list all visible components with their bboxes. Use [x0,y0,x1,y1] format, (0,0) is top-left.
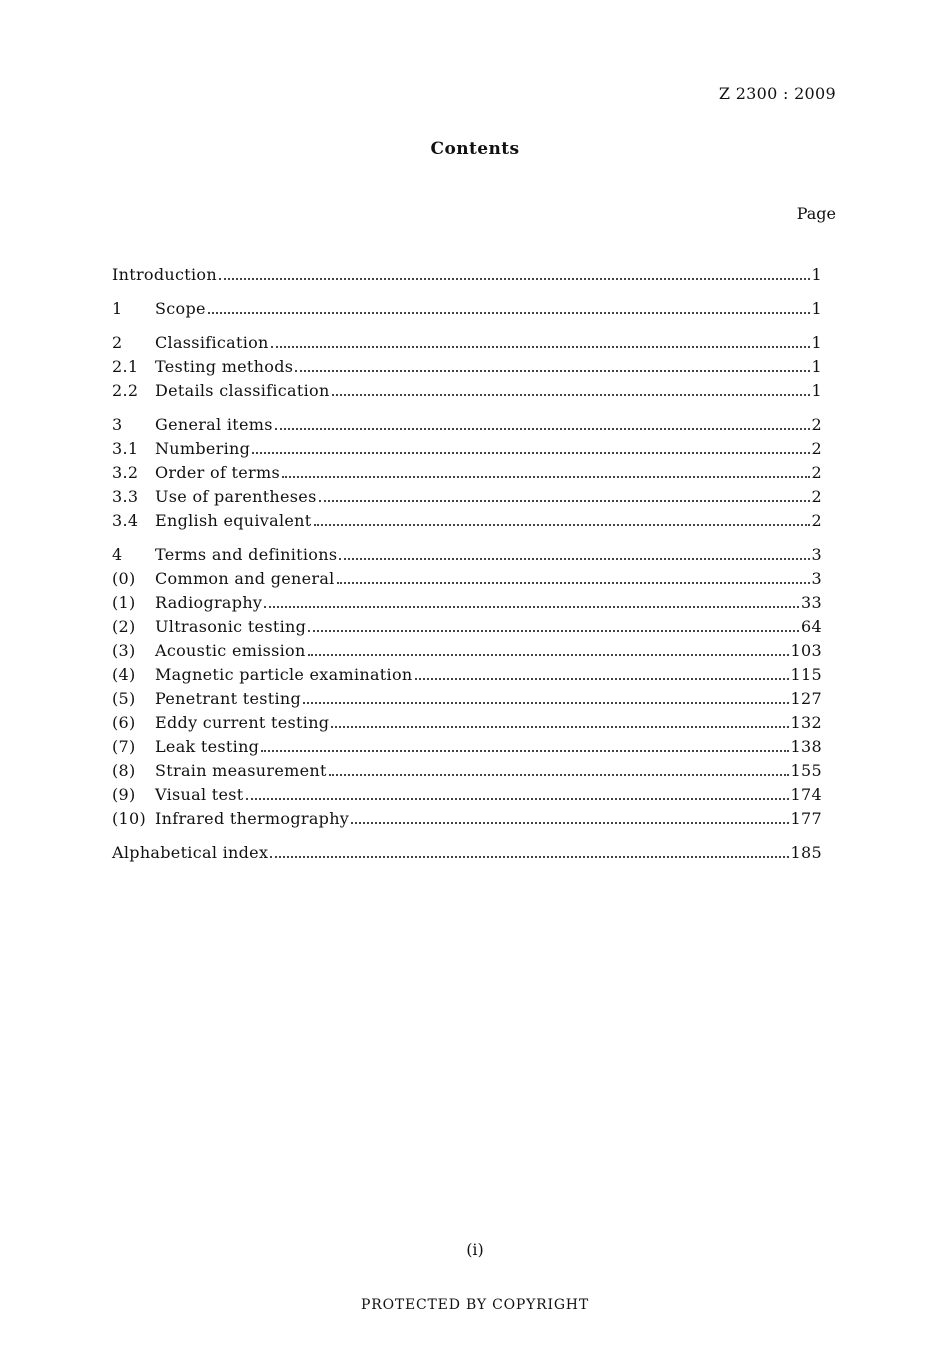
toc-entry[interactable] [112,689,822,713]
dot-leader [339,558,809,560]
toc-entry-label: Order of terms [155,463,280,482]
toc-entry-number: (8) [112,761,136,780]
toc-entry-page: 174 [790,785,822,804]
toc-entry-label: Alphabetical index [112,843,269,862]
toc-entry-page: 33 [801,593,822,612]
toc-entry-number: (6) [112,713,136,732]
toc-entry-number: (0) [112,569,136,588]
toc-entry-label: Testing methods [155,357,294,376]
toc-entry-number: 3.2 [112,463,139,482]
toc-entry[interactable] [112,737,822,761]
toc-entry-number: 2 [112,333,123,352]
toc-entry-page: 132 [790,713,822,732]
toc-entry[interactable] [112,785,822,809]
dot-leader [308,654,789,656]
toc-entry-label: Penetrant testing [155,689,302,708]
toc-entry[interactable] [112,713,822,737]
toc-entry-label: English equivalent [155,511,312,530]
toc-entry-number: (3) [112,641,136,660]
toc-entry-label: Numbering [155,439,251,458]
dot-leader [319,500,810,502]
toc-entry[interactable] [112,357,822,381]
toc-entry[interactable] [112,415,822,439]
dot-leader [264,606,799,608]
dot-leader [331,726,788,728]
dot-leader [271,346,810,348]
toc-entry-number: (10) [112,809,147,828]
toc-group [112,333,822,405]
toc-entry-label: Common and general [155,569,335,588]
dot-leader [351,822,788,824]
toc-entry[interactable] [112,265,822,289]
toc-group [112,265,822,289]
page-column-label: Page [796,204,836,223]
toc-entry[interactable] [112,665,822,689]
toc-entry-label: Magnetic particle examination [155,665,413,684]
toc-entry-page: 1 [811,299,822,318]
dot-leader [329,774,789,776]
toc-entry-label: Eddy current testing [155,713,330,732]
standard-number: Z 2300 : 2009 [718,84,836,103]
toc-entry-page: 2 [811,439,822,458]
dot-leader [415,678,789,680]
toc-entry-number: 3.1 [112,439,139,458]
toc-group [112,545,822,833]
table-of-contents [112,265,822,877]
toc-entry[interactable] [112,381,822,405]
toc-entry-number: 3.4 [112,511,139,530]
toc-entry-number: (1) [112,593,136,612]
toc-entry[interactable] [112,545,822,569]
toc-entry-number: 2.1 [112,357,139,376]
toc-entry[interactable] [112,569,822,593]
dot-leader [261,750,788,752]
toc-entry[interactable] [112,511,822,535]
toc-entry[interactable] [112,761,822,785]
toc-entry-page: 1 [811,265,822,284]
toc-entry[interactable] [112,843,822,867]
toc-entry-number: 3 [112,415,123,434]
dot-leader [282,476,810,478]
dot-leader [246,798,789,800]
toc-entry-label: Infrared thermography [155,809,350,828]
dot-leader [332,394,810,396]
dot-leader [275,428,810,430]
toc-entry-label: Use of parentheses [155,487,317,506]
toc-entry-label: Scope [155,299,206,318]
toc-entry-number: 2.2 [112,381,139,400]
toc-entry[interactable] [112,333,822,357]
toc-entry-label: Ultrasonic testing [155,617,307,636]
toc-entry[interactable] [112,439,822,463]
toc-entry-page: 103 [790,641,822,660]
toc-entry-page: 2 [811,463,822,482]
dot-leader [252,452,809,454]
toc-entry[interactable] [112,299,822,323]
toc-group [112,843,822,867]
copyright-notice: PROTECTED BY COPYRIGHT [361,1297,589,1313]
toc-entry-label: Details classification [155,381,330,400]
toc-entry-number: 1 [112,299,123,318]
toc-entry-label: Acoustic emission [155,641,306,660]
toc-entry-number: (5) [112,689,136,708]
dot-leader [337,582,810,584]
toc-group [112,299,822,323]
toc-entry[interactable] [112,593,822,617]
toc-entry-page: 64 [801,617,822,636]
page-title: Contents [430,139,520,159]
toc-entry-page: 177 [790,809,822,828]
dot-leader [295,370,809,372]
toc-entry-page: 1 [811,357,822,376]
toc-entry-number: (4) [112,665,136,684]
toc-entry-page: 185 [790,843,822,862]
toc-entry-label: Visual test [155,785,244,804]
toc-entry-page: 127 [790,689,822,708]
toc-entry-label: Terms and definitions [155,545,338,564]
dot-leader [303,702,789,704]
toc-entry-page: 2 [811,511,822,530]
dot-leader [270,856,788,858]
toc-entry-label: Strain measurement [155,761,327,780]
toc-entry-label: General items [155,415,273,434]
toc-entry-label: Introduction [112,265,217,284]
toc-entry[interactable] [112,617,822,641]
footer-page-number: (i) [466,1240,484,1259]
toc-entry-number: (9) [112,785,136,804]
toc-entry-label: Leak testing [155,737,260,756]
toc-entry[interactable] [112,463,822,487]
toc-entry-number: (2) [112,617,136,636]
dot-leader [219,278,810,280]
toc-entry[interactable] [112,641,822,665]
toc-group [112,415,822,535]
dot-leader [308,630,799,632]
toc-entry-page: 3 [811,545,822,564]
toc-entry-label: Radiography [155,593,263,612]
toc-entry-page: 1 [811,333,822,352]
toc-entry-page: 1 [811,381,822,400]
toc-entry-page: 115 [790,665,822,684]
toc-entry[interactable] [112,809,822,833]
toc-entry-number: 3.3 [112,487,139,506]
toc-entry-number: (7) [112,737,136,756]
dot-leader [314,524,810,526]
toc-entry-page: 138 [790,737,822,756]
toc-entry-label: Classification [155,333,269,352]
dot-leader [208,312,810,314]
toc-entry-number: 4 [112,545,123,564]
toc-entry-page: 155 [790,761,822,780]
toc-entry-page: 2 [811,487,822,506]
toc-entry[interactable] [112,487,822,511]
toc-entry-page: 2 [811,415,822,434]
toc-entry-page: 3 [811,569,822,588]
